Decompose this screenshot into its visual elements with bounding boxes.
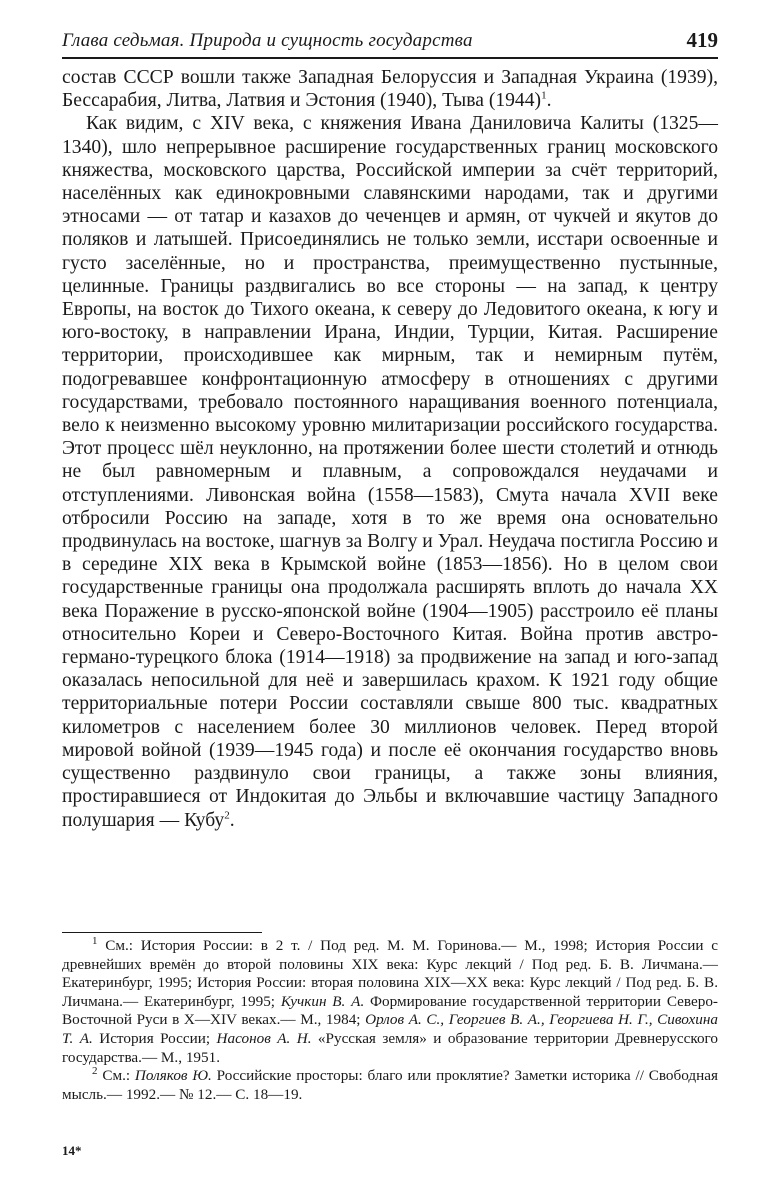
footnote-2-text-a: См.:	[97, 1067, 135, 1085]
footnote-2-author: Поляков Ю.	[134, 1067, 212, 1085]
footnote-1-author-a: Кучкин В. А.	[280, 992, 365, 1010]
footnote-ref-2: 2	[224, 808, 230, 821]
header-rule	[62, 57, 718, 59]
footnote-1-text-c: История России;	[92, 1029, 217, 1047]
footnote-rule	[62, 932, 262, 933]
paragraph-1-text: состав СССР вошли также Западная Белоруссия и Западная Украина (1939), Бессарабия, Литва, Латвия и Эстония (1940), Тыва (1944)	[62, 67, 718, 112]
footnote-1-text-b: Формирование государственной территории Северо-Восточной Руси в X—XIV веках.— М., 1984;	[62, 992, 718, 1029]
footnote-2-text-b: Российские просторы: благо или проклятие? Заметки историка // Свободная мысль.— 1992.— № 12.— С. 18—19.	[62, 1067, 718, 1103]
footnote-1-mark: 1	[92, 934, 98, 947]
main-text	[62, 66, 718, 832]
footnote-2-mark: 2	[92, 1065, 98, 1078]
footnote-1-text-a: См.: История России: в 2 т. / Под ред. М. М. Горинова.— М., 1998; История России с древнейших времён до второй половины XIX века: Курс лекций / Под ред. Б. В. Личмана.— Екатеринбург, 1995; История России: вторая половина XIX—XX века: Курс лекций / Под ред. Б. В. Личмана.— Екатеринбург, 1995;	[62, 937, 718, 1010]
footnote-2	[62, 1067, 718, 1104]
footnote-1	[62, 934, 719, 1067]
paragraph-1	[62, 66, 718, 112]
running-head	[62, 26, 718, 56]
footnote-1-author-b: Орлов А. С., Георгиев В. А., Георгиева Н. Г., Сивохина Т. А.	[62, 1011, 719, 1047]
running-title: Глава седьмая. Природа и сущность государства	[62, 30, 473, 51]
printer-signature: 14*	[62, 1143, 82, 1158]
paragraph-2-end: .	[229, 809, 235, 831]
footnote-1-text-d: «Русская земля» и образование территории Древнерусского государства.— М., 1951.	[62, 1029, 719, 1066]
paragraph-1-end: .	[546, 90, 552, 112]
footnote-ref-1: 1	[541, 89, 547, 102]
footnote-1-author-c: Насонов А. Н.	[216, 1029, 312, 1047]
paragraph-2-text: Как видим, с XIV века, с княжения Ивана Даниловича Калиты (1325—1340), шло непрерывное расширение государственных границ московского княжества, московского царства, Российской империи за счёт территорий, населённых как единокровными славянскими народами, так и другими этносами — от татар и казахов до чеченцев и армян, от чукчей и якутов до поляков и латышей. Присоединялись не только земли, исстари освоенные и густо заселённые, но и пространства, преимущественно пустынные, целинные. Границы раздвигались во все стороны — на запад, к центру Европы, на восток до Тихого океана, к северу до Ледовитого океана, к югу и юго-востоку, в направлении Ирана, Индии, Турции, Китая. Расширение территории, происходившее как мирным, так и немирным путём, подогревавшее конфронтационную атмосферу в отношениях с другими государствами, требовало постоянного наращивания военного потенциала, вело к неизменно высокому уровню милитаризации российского государства. Этот процесс шёл неуклонно, на протяжении более шести столетий и отнюдь не был равномерным и плавным, а сопровождался неудачами и отступлениями. Ливонская война (1558—1583), Смута начала XVII веке отбросили Россию на западе, хотя в то же время она основательно продвинулась на востоке, шагнув за Волгу и Урал. Неудача постигла Россию и в середине XIX века в Крымской войне (1853—1856). Но в целом свои государственные границы она продолжала расширять вплоть до начала XX века Поражение в русско-японской войне (1904—1905) расстроило её планы относительно Кореи и Северо-Восточного Китая. Война против австро-германо-турецкого блока (1914—1918) за продвижение на запад и юго-запад оказалась непосильной для неё и завершилась крахом. К 1921 году общие территориальные потери России составляли свыше 800 тыс. квадратных километров с населением более 30 миллионов человек. Перед второй мировой войной (1939—1945 года) и после её окончания государство вновь существенно раздвинуло свои границы, а также зоны влияния, простиравшиеся от Индокитая до Эльбы и включавшие частицу Западного полушария — Кубу	[62, 113, 718, 831]
footnotes	[62, 934, 719, 1104]
page-number: 419	[686, 28, 718, 52]
paragraph-2	[62, 112, 718, 831]
